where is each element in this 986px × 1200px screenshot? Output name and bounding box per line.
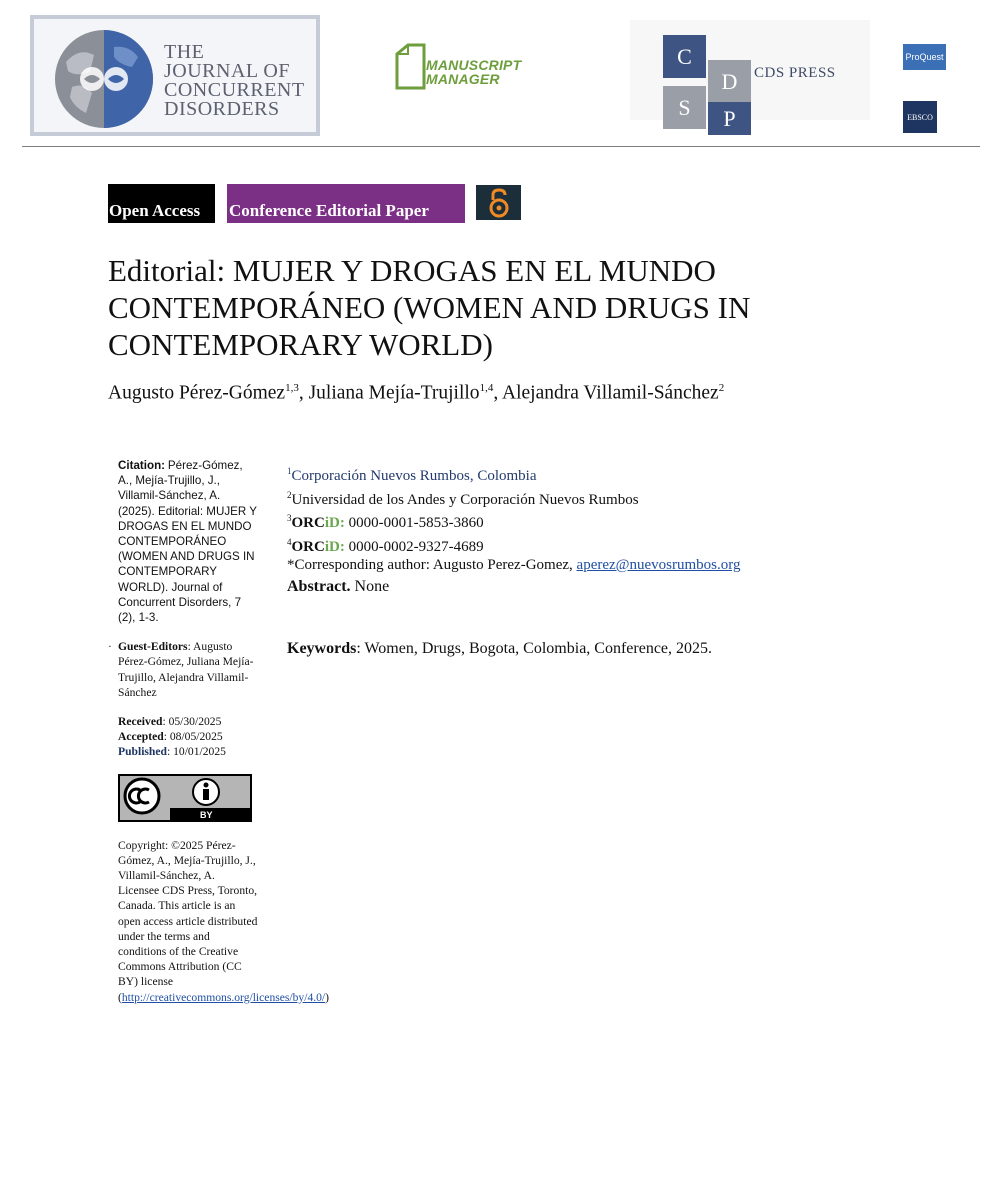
affiliation-sup: 2 [287,489,292,500]
guest-editors-text: Augusto Pérez-Gómez, Juliana Mejía-Trujillo, Alejandra Villamil-Sánchez [118,640,254,699]
corresponding-author-line [287,556,927,575]
received-label: Received [118,715,163,729]
journal-logo-text [164,43,334,119]
license-link[interactable]: http://creativecommons.org/licenses/by/4.0/ [121,990,326,1004]
orcid-label-id: iD: [324,538,345,555]
orcid-id[interactable]: 0000-0001-5853-3860 [348,515,484,531]
accepted-row: Accepted: 08/05/2025 [118,730,223,744]
abstract-line [287,578,389,596]
journal-logo-line: DISORDERS [164,98,280,120]
citation-block [118,458,258,625]
paper-type-badge: Conference Editorial Paper [227,184,465,223]
orcid-line [287,509,927,533]
manuscript-manager-text [426,58,521,86]
bullet-dot: · [108,640,112,654]
proquest-logo[interactable]: ProQuest [903,44,946,70]
affiliation-sup: 1 [287,466,292,476]
orcid-sup: 3 [287,513,292,523]
affiliation-text: Universidad de los Andes y Corporación Nuevos Rumbos [291,491,639,508]
abstract-label: Abstract. [287,578,351,595]
cc-by-label: BY [200,809,213,820]
author-list: Augusto Pérez-Gómez$^{1,3}$, Juliana Mejía-Trujillo$^{1,4}$, Alejandra Villamil-Sánchez$^2$ [108,382,725,404]
corresponding-author-label: *Corresponding author: Augusto Perez-Gomez, [287,557,573,573]
cc-by-license-badge[interactable] [118,774,252,822]
logo-letter-d: D [708,60,751,103]
header-divider [22,146,980,147]
logo-letter-s: S [663,86,706,129]
globe-heads-icon [54,27,154,131]
logo-letter-p: P [708,102,751,135]
open-access-badge: Open Access [108,184,215,223]
manuscript-logo-line: MANUSCRIPT [426,57,522,73]
journal-logo [30,15,320,136]
journal-logo-line: JOURNAL OF [164,60,290,82]
open-access-lock-icon [476,185,521,220]
manuscript-logo-line: MANAGER [426,71,500,87]
author-affiliation-sup: 1,3 [285,382,299,394]
author-name: Augusto Pérez-Gómez [108,382,286,404]
affiliation-text: Corporación Nuevos Rumbos, Colombia [291,468,537,484]
keywords-line: Keywords: Women, Drugs, Bogota, Colombia, Conference, 2025. [287,640,713,657]
citation-label: Citation: [118,459,166,472]
article-title: Editorial: MUJER Y DROGAS EN EL MUNDO CONTEMPORÁNEO (WOMEN AND DRUGS IN CONTEMPORARY WORLD) [108,253,751,362]
journal-logo-line: CONCURRENT [164,79,305,101]
accepted-label: Accepted [118,730,164,744]
logo-letter-c: C [663,35,706,78]
cds-press-name: CDS PRESS [754,65,836,81]
author-affiliation-sup: 2 [718,382,725,394]
received-row: Received: 05/30/2025 [118,715,222,729]
manuscript-manager-logo [394,38,524,94]
orcid-label-id: iD: [324,515,345,531]
copyright-text: Copyright: ©2025 Pérez-Gómez, A., Mejía-Trujillo, J., Villamil-Sánchez, A. Licensee CDS Press, Toronto, Canada. This article is an open access article distributed under the terms and conditions of the Creative Commons Attribution (CC BY) license [118,838,258,989]
orcid-line [287,533,927,557]
orcid-id[interactable]: 0000-0002-9327-4689 [348,538,484,555]
corresponding-email-link[interactable]: aperez@nuevosrumbos.org [576,557,741,573]
dates-block [118,714,258,760]
cc-badge-inner [120,776,250,820]
ebsco-logo[interactable]: EBSCO [903,101,937,133]
keywords-text: Women, Drugs, Bogota, Colombia, Conference, 2025. [364,640,713,657]
creative-commons-icon [120,776,250,820]
published-date: 10/01/2025 [173,745,226,759]
author-name: Alejandra Villamil-Sánchez [502,382,719,404]
affiliations-block [287,462,927,575]
received-date: 05/30/2025 [168,715,222,729]
guest-editors-label: Guest-Editors [118,640,188,654]
orcid-label-orc: ORC [291,515,325,531]
published-row: Published: 10/01/2025 [118,745,226,759]
journal-logo-line: THE [164,41,205,63]
author-affiliation-sup: 1,4 [479,382,494,394]
cds-press-logo [630,20,870,131]
affiliation-line [287,462,927,486]
citation-text: Pérez-Gómez, A., Mejía-Trujillo, J., Villamil-Sánchez, A. (2025). Editorial: MUJER Y DROGAS EN EL MUNDO CONTEMPORÁNEO (WOMEN AND DRUGS IN CONTEMPORARY WORLD). Journal of Concurrent Disorders, 7 (2), 1-3. [118,459,257,625]
accepted-date: 08/05/2025 [169,730,223,744]
document-icon [394,42,428,94]
copyright-block: Copyright: ©2025 Pérez-Gómez, A., Mejía-Trujillo, J., Villamil-Sánchez, A. Licensee CDS Press, Toronto, Canada. This article is an open access article distributed under the terms and conditions of the Creative Commons Attribution (CC BY) license (http://creativecommons.org/licenses/by/4.0/) [118,838,330,1004]
published-label: Published [118,745,167,759]
orcid-label-orc: ORC [291,538,325,555]
author-name: Juliana Mejía-Trujillo [308,382,480,404]
keywords-label: Keywords [287,640,357,657]
abstract-text: None [354,578,390,595]
guest-editors-block: · Guest-Editors: Augusto Pérez-Gómez, Juliana Mejía-Trujillo, Alejandra Villamil-Sánchez [108,640,254,699]
orcid-sup: 4 [287,536,292,547]
affiliation-line [287,486,927,510]
